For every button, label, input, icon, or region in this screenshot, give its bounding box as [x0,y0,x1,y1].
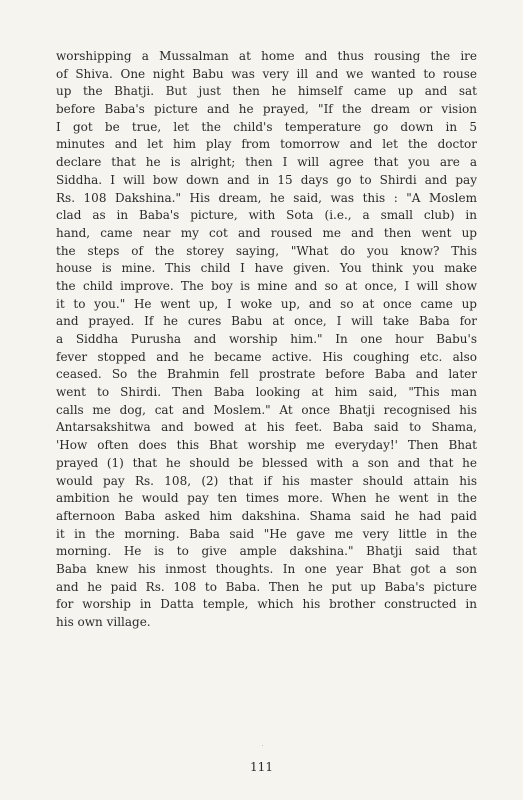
text-line: prayed (1) that he should be blessed with a son and that he [56,455,477,470]
text-line: I got be true, let the child's temperature go down in 5 [56,119,477,134]
text-line: his own village. [56,615,151,629]
text-line: minutes and let him play from tomorrow and let the doctor [56,137,477,152]
text-line: ambition he would pay ten times more. When he went in the [56,491,477,506]
text-line: Baba knew his inmost thoughts. In one year Bhat got a son [56,561,477,576]
text-line: the steps of the storey saying, "What do you know? This [56,243,477,258]
text-line: house is mine. This child I have given. You think you make [56,261,477,276]
text-line: worshipping a Mussalman at home and thus rousing the ire [56,49,477,63]
body-text [56,48,477,632]
text-line: declare that he is alright; then I will agree that you are a [56,155,477,170]
text-line: a Siddha Purusha and worship him." In one hour Babu's [56,332,477,346]
text-line: and prayed. If he cures Babu at once, I will take Baba for [56,314,477,329]
text-line: hand, came near my cot and roused me and then went up [56,225,477,240]
text-line: it in the morning. Baba said "He gave me very little in the [56,526,477,541]
text-line: would pay Rs. 108, (2) that if his master should attain his [56,473,477,488]
text-line: the child improve. The boy is mine and so at once, I will show [56,278,477,293]
text-line: Antarsakshitwa and bowed at his feet. Baba said to Shama, [56,420,477,435]
text-line: Siddha. I will bow down and in 15 days go to Shirdi and pay [56,172,477,187]
text-line: morning. He is to give ample dakshina." Bhatji said that [56,544,477,559]
text-line: ceased. So the Brahmin fell prostrate before Baba and later [56,367,477,382]
text-line: before Baba's picture and he prayed, "If the dream or vision [56,102,477,117]
text-line: and he paid Rs. 108 to Baba. Then he put up Baba's picture [56,579,477,594]
text-line: fever stopped and he became active. His coughing etc. also [56,349,477,364]
text-line: calls me dog, cat and Moslem." At once Bhatji recognised his [56,402,477,417]
text-line: 'How often does this Bhat worship me everyday!' Then Bhat [56,438,477,453]
page-number: 111 [250,760,273,774]
text-line: Rs. 108 Dakshina." His dream, he said, was this : "A Moslem [56,190,477,205]
text-line: afternoon Baba asked him dakshina. Shama said he had paid [56,508,477,523]
text-line: clad as in Baba's picture, with Sota (i.e., a small club) in [56,208,477,223]
text-line: up the Bhatji. But just then he himself came up and sat [56,84,477,99]
text-line: of Shiva. One night Babu was very ill and we wanted to rouse [56,66,477,81]
text-line: it to you." He went up, I woke up, and so at once came up [56,296,477,311]
scan-speck [262,745,263,746]
text-line: went to Shirdi. Then Baba looking at him said, "This man [56,385,477,400]
text-line: for worship in Datta temple, which his brother constructed in [56,597,477,612]
